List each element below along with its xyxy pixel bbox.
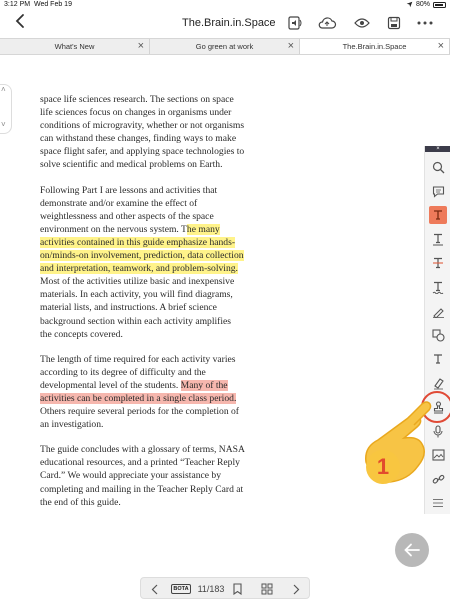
pen-icon [432,305,445,318]
tab-label: What's New [54,42,95,51]
back-button[interactable] [14,12,26,34]
navbar [0,10,450,38]
document-tabs [0,38,450,55]
bota-button[interactable] [171,581,191,597]
speaker-document-icon [287,15,303,31]
search-tool[interactable] [429,158,447,176]
comment-tool[interactable] [429,182,447,200]
chevron-down-icon: ˅ [1,120,6,129]
document-title: The.Brain.in.Space [182,17,276,29]
status-bar [0,0,450,10]
tab-brain-in-space[interactable] [300,39,450,54]
status-right [406,1,446,8]
tab-go-green-at-work[interactable] [150,39,300,54]
list-tool[interactable] [429,494,447,512]
next-page-button[interactable] [289,581,303,597]
highlight-tool[interactable] [429,206,447,224]
location-icon [406,1,413,8]
more-button[interactable] [415,14,435,32]
status-time: 3:12 PM Wed Feb 19 [4,1,72,8]
search-icon [432,161,445,174]
paragraph: The guide concludes with a glossary of terms, NASA educational resources, and a printed “Teacher Reply Card.” We would appreciate your assistance by completing and mailing in the Teacher Reply Card at the end of this guide. [40,444,245,508]
page-navigation-bar [140,577,310,599]
save-icon [387,16,401,30]
text-box-icon [432,353,444,365]
thumbnails-button[interactable] [259,581,275,597]
cloud-sync-icon [317,16,337,30]
read-aloud-button[interactable] [285,14,305,32]
strikethrough-text-icon [432,257,444,269]
close-icon[interactable]: × [437,40,444,52]
list-icon [432,498,444,508]
close-icon[interactable]: × [137,40,144,52]
collapse-toolbar-button[interactable]: × [425,146,450,152]
battery-percent: 80% [415,1,430,8]
strikethrough-tool[interactable] [429,254,447,272]
chevron-left-icon [151,584,158,595]
paragraph: space life sciences research. The sections on space life sciences focus on changes in organisms under conditions of microgravity, whether or not organisms can withstand these changes, finding ways to make space flight safer, and applying space technologies to solve scientific and medical problems on Earth. [40,94,245,171]
chevron-right-icon [293,584,300,595]
highlight-text-icon [432,209,444,221]
battery-icon [433,2,446,8]
bookmark-icon [233,583,242,595]
outline-handle[interactable] [0,84,12,134]
chevron-up-icon: ˄ [1,85,6,94]
more-dots-icon [417,21,433,25]
previous-page-button[interactable] [147,581,161,597]
pen-tool[interactable] [429,302,447,320]
go-back-button[interactable] [395,533,429,567]
close-icon[interactable]: × [287,40,294,52]
underline-text-icon [432,233,444,246]
paragraph: Following Part I are lessons and activities that demonstrate and/or examine the effect of weightlessness and other aspects of the space environment on the nervous system. The many activities contained in this guide emphasize hands-on/minds-on involvement, prediction, data collection and interpretation, teamwork, and problem-solving. Most of the activities utilize basic and inexpensive materials. In each activity, you will find diagrams, material lists, and instructions. A brief science background section within each activity amplifies the concepts covered. [40,184,244,340]
tab-whats-new[interactable] [0,39,150,54]
squiggly-text-icon [432,281,444,294]
underline-tool[interactable] [429,230,447,248]
cloud-sync-button[interactable] [317,14,337,32]
yellow-highlight[interactable]: he many activities contained in this guide emphasize hands-on/minds-on involvement, prediction, data collection and interpretation, teamwork, and problem-solving. [40,223,244,275]
shapes-icon [432,329,445,342]
arrow-left-icon [404,543,420,557]
text-box-tool[interactable] [429,350,447,368]
eye-icon [354,17,370,29]
view-mode-button[interactable] [352,14,372,32]
chevron-left-icon [14,13,26,29]
paragraph: The length of time required for each activity varies according to its degree of difficulty and the developmental level of the students. Many of the activities can be completed in a single class period. Others require several periods for the completion of an investigation. [40,353,240,431]
bookmark-button[interactable] [230,581,244,597]
grid-icon [261,583,273,595]
red-highlight[interactable]: Many of the activities can be completed in a single class period. [40,379,237,404]
step-number-badge: 1 [366,450,400,484]
eraser-tool[interactable] [429,374,447,392]
document-page [40,93,245,521]
comment-icon [432,185,445,198]
eraser-icon [432,377,445,390]
save-button[interactable] [384,14,404,32]
tab-label: Go green at work [195,42,254,51]
tab-label: The.Brain.in.Space [342,42,407,51]
page-indicator[interactable]: 11/183 [197,584,225,594]
bota-label: BOTA [173,586,189,592]
squiggly-tool[interactable] [429,278,447,296]
shapes-tool[interactable] [429,326,447,344]
